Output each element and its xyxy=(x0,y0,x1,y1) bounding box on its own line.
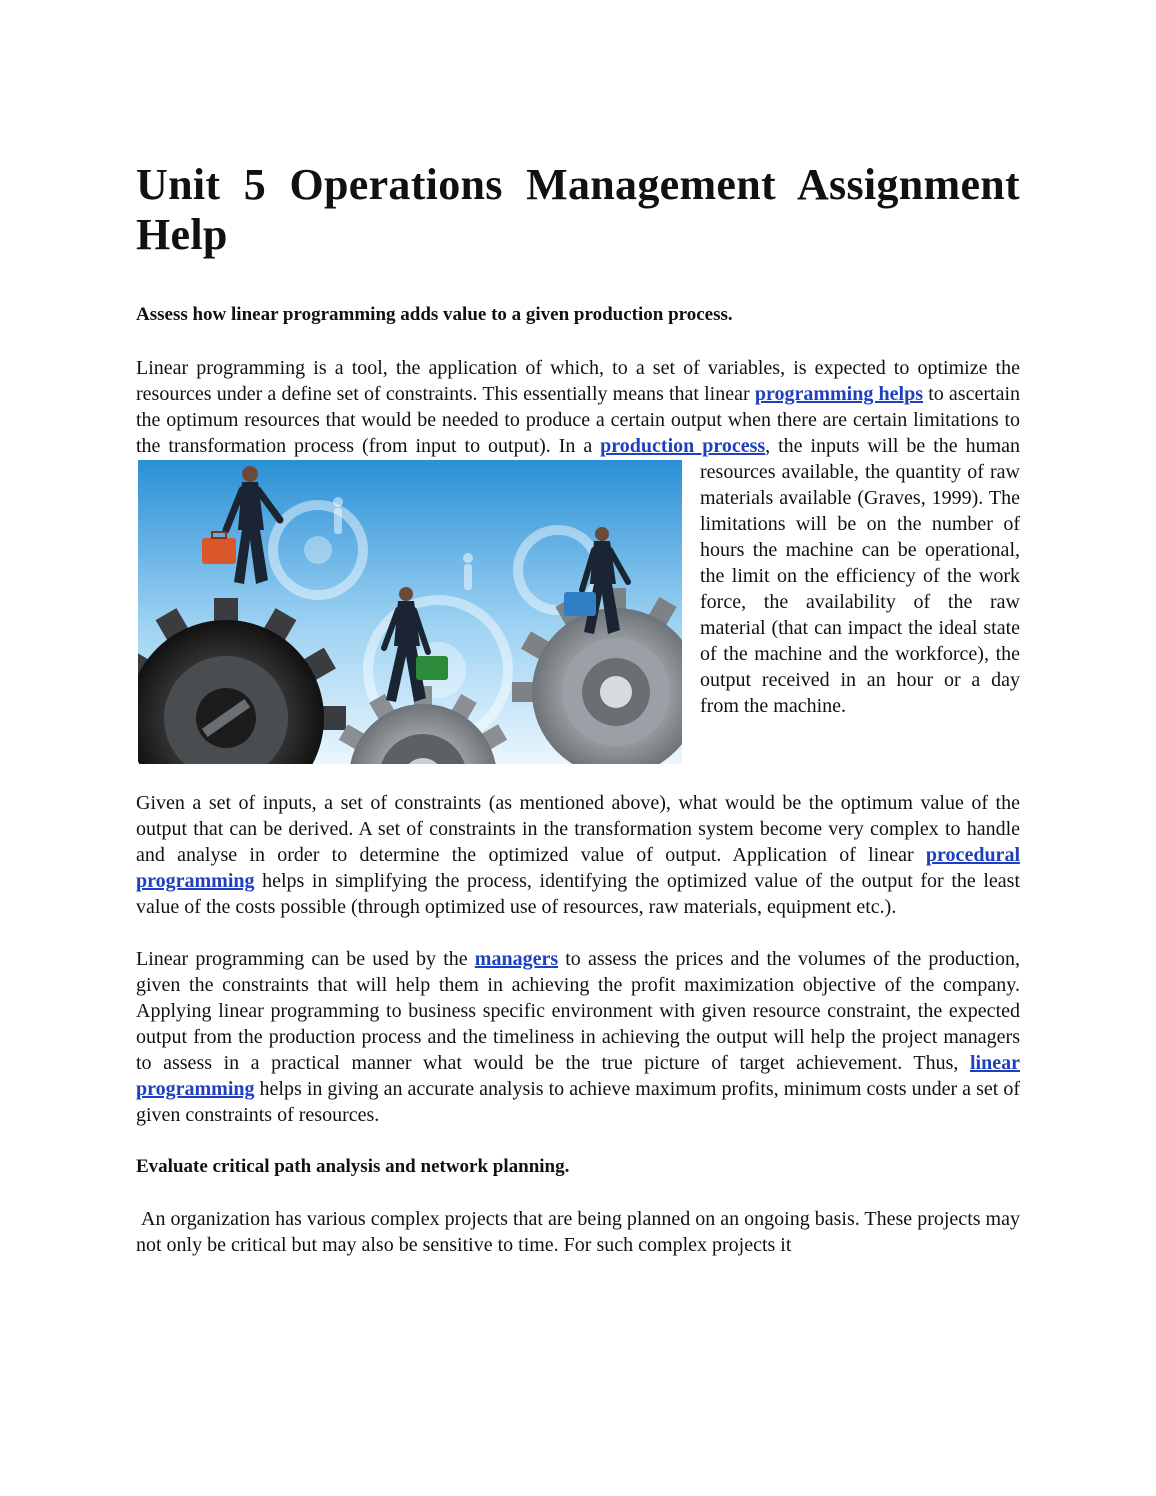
paragraph-optimum-output xyxy=(136,790,1020,920)
page-title: Unit 5 Operations Management Assignment Help xyxy=(136,160,1020,259)
paragraph-linear-programming-intro xyxy=(136,355,1020,719)
link-programming-helps[interactable]: programming helps xyxy=(754,383,924,405)
gears-businessmen-illustration xyxy=(138,460,682,764)
paragraph-text: Linear programming is a tool, the application of which, to a set of variables, is expected to optimize the resources under a define set of constraints. This essentially means that linear xyxy=(136,357,1020,405)
paragraph-managers xyxy=(136,946,1020,1128)
link-production-process[interactable]: production process xyxy=(600,435,766,457)
paragraph-text: to ascertain the optimum resources that would be needed to produce a certain output when there are certain limitations to the transformation process (from input to output). In a xyxy=(136,383,1020,457)
paragraph-text: Given a set of inputs, a set of constraints (as mentioned above), what would be the optimum value of the output that can be derived. A set of constraints in the transformation system become very complex to handle and analyse in order to determine the optimized value of output. Application of linear xyxy=(136,792,1020,866)
paragraph-text: , the inputs will be the human resources available, the quantity of raw materials available (Graves, 1999). The limitations will be on the number of hours the machine can be operational, the limit on the efficiency of the work force, the availability of the raw material (that can impact the ideal state of the machine and the workforce), the output received in an hour or a day from the machine. xyxy=(700,435,1021,717)
link-linear-programming[interactable]: linear programming xyxy=(136,1052,1020,1100)
paragraph-text: helps in giving an accurate analysis to achieve maximum profits, minimum costs under a set of given constraints of resources. xyxy=(136,1078,1020,1126)
link-procedural-programming[interactable]: procedural programming xyxy=(136,844,1020,892)
document-content xyxy=(136,160,1025,1258)
paragraph-text: Linear programming can be used by the xyxy=(136,948,475,970)
paragraph-critical-path-intro: An organization has various complex projects that are being planned on an ongoing basis. These projects may not only be critical but may also be sensitive to time. For such complex projects it xyxy=(136,1208,1025,1256)
paragraph-text: helps in simplifying the process, identifying the optimized value of the output for the least value of the costs possible (through optimized use of resources, raw materials, equipment etc.). xyxy=(136,870,1020,918)
section-heading-linear-programming: Assess how linear programming adds value to a given production process. xyxy=(136,304,733,325)
paragraph-text: to assess the prices and the volumes of the production, given the constraints that will help them in achieving the profit maximization objective of the company. Applying linear programming to business specific environment with given resource constraint, the expected output from the production process and the timeliness in achieving the output will help the project managers to assess in a practical manner what would be the true picture of target achievement. Thus, xyxy=(136,948,1020,1074)
link-managers[interactable]: managers xyxy=(474,948,559,970)
section-heading-critical-path: Evaluate critical path analysis and network planning. xyxy=(136,1156,570,1177)
